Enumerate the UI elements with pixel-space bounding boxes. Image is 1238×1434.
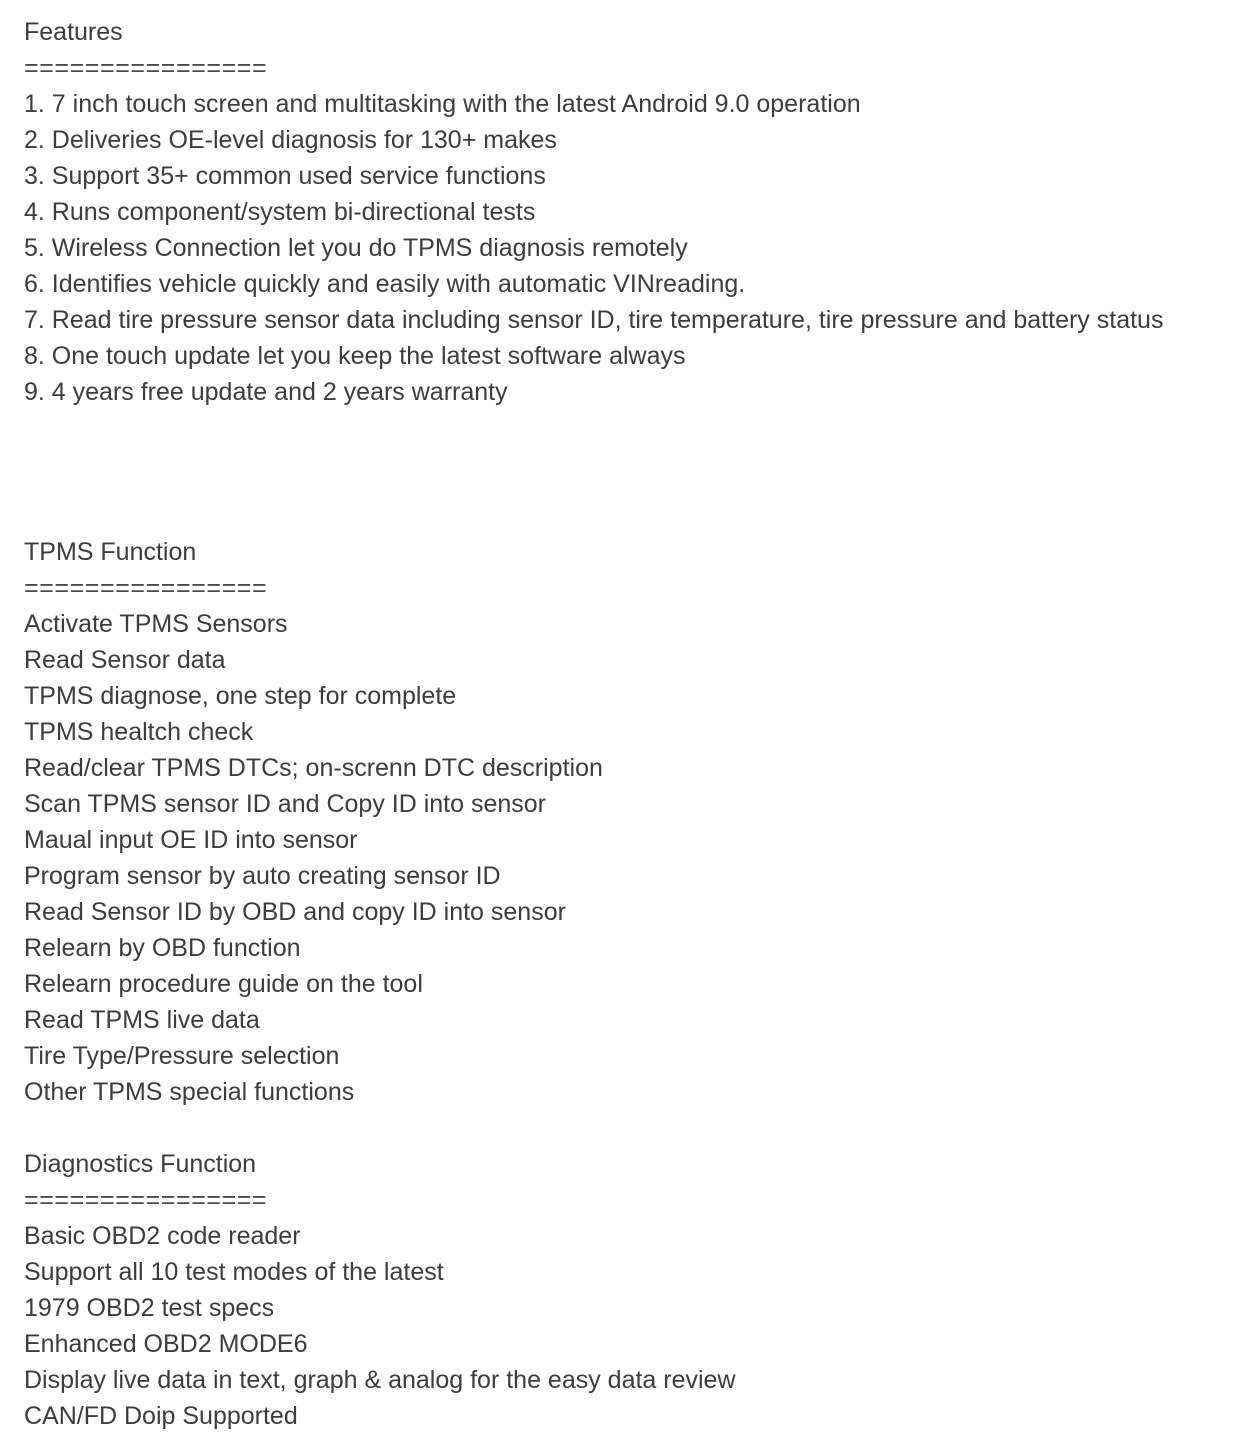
diagnostics-heading: Diagnostics Function (24, 1150, 257, 1178)
tpms-item: Read/clear TPMS DTCs; on-screnn DTC description (24, 754, 603, 782)
tpms-item: Tire Type/Pressure selection (24, 1042, 340, 1070)
tpms-item: Scan TPMS sensor ID and Copy ID into sensor (24, 790, 546, 818)
tpms-divider: ================ (24, 574, 268, 602)
diagnostics-item: Display live data in text, graph & analog for the easy data review (24, 1366, 736, 1394)
features-item: 4. Runs component/system bi-directional tests (24, 198, 536, 226)
diagnostics-item: 1979 OBD2 test specs (24, 1294, 275, 1322)
tpms-item: TPMS diagnose, one step for complete (24, 682, 457, 710)
features-heading: Features (24, 18, 123, 46)
tpms-item: Read Sensor data (24, 646, 226, 674)
tpms-item: Program sensor by auto creating sensor ID (24, 862, 501, 890)
tpms-heading: TPMS Function (24, 538, 197, 566)
tpms-item: Maual input OE ID into sensor (24, 826, 358, 854)
document (24, 14, 1224, 1434)
features-item: 5. Wireless Connection let you do TPMS diagnosis remotely (24, 234, 688, 262)
features-item: 2. Deliveries OE-level diagnosis for 130+ makes (24, 126, 557, 154)
features-divider: ================ (24, 54, 268, 82)
diagnostics-item: CAN/FD Doip Supported (24, 1402, 298, 1430)
features-section (24, 14, 1224, 410)
features-item: 7. Read tire pressure sensor data including sensor ID, tire temperature, tire pressure and battery status (24, 306, 1164, 334)
features-item: 9. 4 years free update and 2 years warranty (24, 378, 508, 406)
features-item: 3. Support 35+ common used service functions (24, 162, 546, 190)
diagnostics-item: Basic OBD2 code reader (24, 1222, 301, 1250)
features-item: 1. 7 inch touch screen and multitasking with the latest Android 9.0 operation (24, 90, 861, 118)
tpms-item: TPMS healtch check (24, 718, 254, 746)
tpms-item: Other TPMS special functions (24, 1078, 355, 1106)
diagnostics-item: Enhanced OBD2 MODE6 (24, 1330, 308, 1358)
diagnostics-divider: ================ (24, 1186, 268, 1214)
features-item: 8. One touch update let you keep the latest software always (24, 342, 686, 370)
tpms-item: Relearn procedure guide on the tool (24, 970, 423, 998)
tpms-item: Relearn by OBD function (24, 934, 301, 962)
section-spacer (24, 410, 1224, 472)
tpms-item: Activate TPMS Sensors (24, 610, 288, 638)
tpms-item: Read TPMS live data (24, 1006, 260, 1034)
tpms-item: Read Sensor ID by OBD and copy ID into sensor (24, 898, 566, 926)
section-spacer (24, 472, 1224, 534)
features-item: 6. Identifies vehicle quickly and easily with automatic VINreading. (24, 270, 746, 298)
section-spacer (24, 1110, 1224, 1146)
diagnostics-item: Support all 10 test modes of the latest (24, 1258, 444, 1286)
tpms-section (24, 534, 1224, 1110)
diagnostics-section (24, 1146, 1224, 1434)
